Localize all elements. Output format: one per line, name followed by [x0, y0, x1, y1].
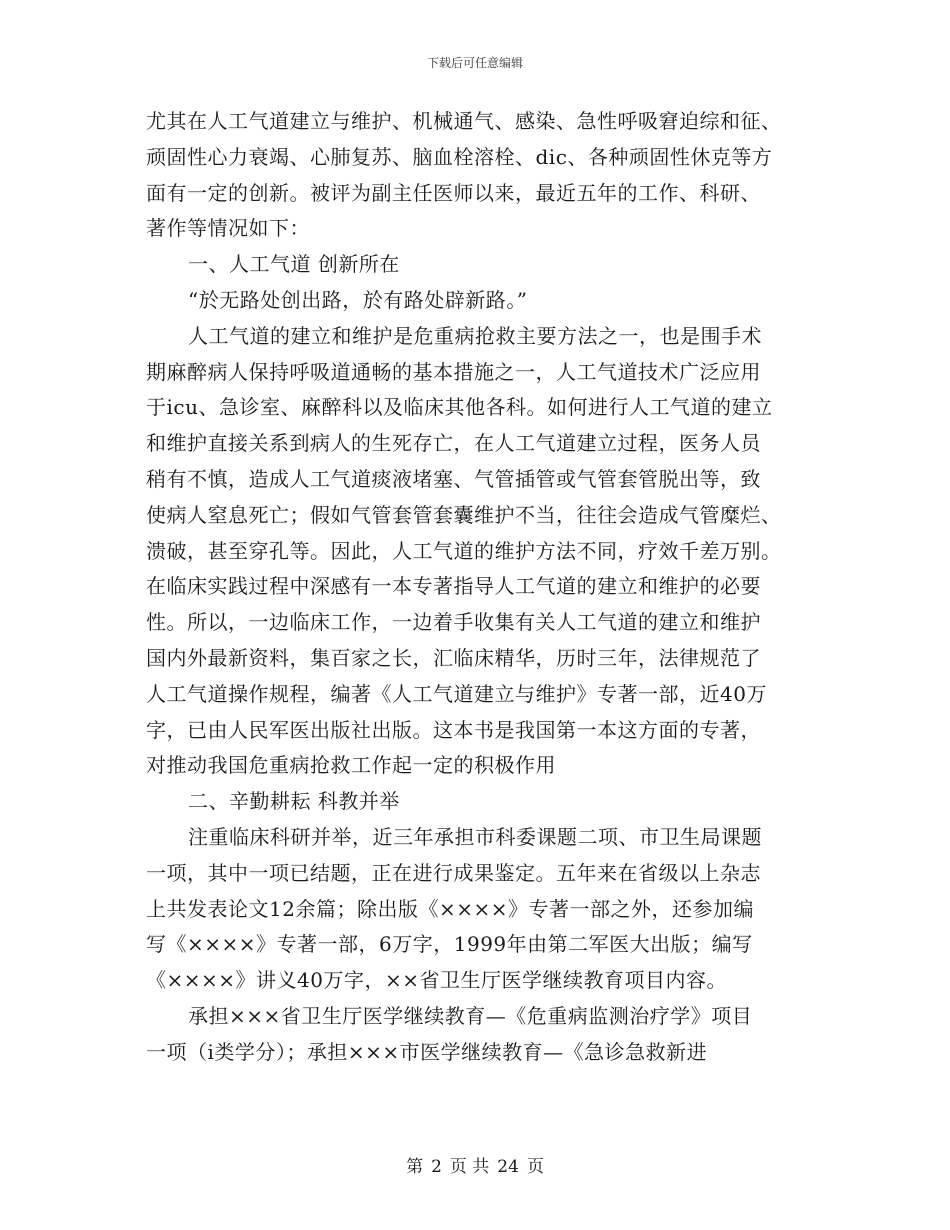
- body-line: 稍有不慎，造成人工气道痰液堵塞、气管插管或气管套管脱出等，致: [146, 466, 761, 491]
- page-number-suffix: 页: [526, 1157, 544, 1177]
- body-line: 尤其在人工气道建立与维护、机械通气、感染、急性呼吸窘迫综和征、: [146, 109, 782, 133]
- body-line: 写《××××》专著一部，6万字，1999年由第二军医大出版；编写: [146, 932, 753, 957]
- body-line: 对推动我国危重病抢救工作起一定的积极作用: [146, 753, 556, 778]
- page-number-total: 24: [497, 1157, 519, 1177]
- document-body: [146, 104, 814, 1071]
- body-line: 上共发表论文12余篇；除出版《××××》专著一部之外，还参加编: [146, 896, 754, 921]
- body-line: 一项（ⅰ类学分）；承担×××市医学继续教育—《急诊急救新进: [146, 1039, 708, 1064]
- body-line: 面有一定的创新。被评为副主任医师以来，最近五年的工作、科研、: [146, 180, 761, 205]
- body-line: 《××××》讲义40万字，××省卫生厅医学继续教育项目内容。: [146, 968, 727, 993]
- body-line: 著作等情况如下：: [146, 216, 310, 241]
- page-number-prefix: 第: [406, 1157, 424, 1177]
- section-heading: 一、人工气道 创新所在: [188, 252, 400, 277]
- body-line: 注重临床科研并举，近三年承担市科委课题二项、市卫生局课题: [188, 824, 762, 849]
- page-header-note: 下载后可任意编辑: [426, 56, 523, 70]
- body-line: 一项，其中一项已结题，正在进行成果鉴定。五年来在省级以上杂志: [146, 860, 761, 885]
- page-number-middle: 页 共: [449, 1157, 490, 1177]
- body-line: 承担×××省卫生厅医学继续教育—《危重病监测治疗学》项目: [188, 1003, 753, 1028]
- body-line: 于icu、急诊室、麻醉科以及临床其他各科。如何进行人工气道的建立: [146, 395, 773, 420]
- body-line: 使病人窒息死亡；假如气管套管套囊维护不当，往往会造成气管糜烂、: [146, 502, 782, 527]
- body-line: 顽固性心力衰竭、心肺复苏、脑血栓溶栓、dic、各种顽固性休克等方: [146, 144, 773, 169]
- page-number: [0, 1152, 950, 1177]
- body-line: 人工气道操作规程，编著《人工气道建立与维护》专著一部，近40万: [146, 681, 767, 706]
- body-line: 和维护直接关系到病人的生死存亡，在人工气道建立过程，医务人员: [146, 431, 761, 456]
- body-line: 性。所以，一边临床工作，一边着手收集有关人工气道的建立和维护: [146, 610, 761, 635]
- body-line: 字，已由人民军医出版社出版。这本书是我国第一本这方面的专著，: [146, 717, 761, 742]
- quote-line: “於无路处创出路，於有路处辟新路。”: [188, 287, 528, 312]
- body-line: 在临床实践过程中深感有一本专著指导人工气道的建立和维护的必要: [146, 574, 761, 599]
- section-heading: 二、辛勤耕耘 科教并举: [188, 789, 400, 814]
- body-line: 期麻醉病人保持呼吸道通畅的基本措施之一，人工气道技术广泛应用: [146, 359, 761, 384]
- body-line: 人工气道的建立和维护是危重病抢救主要方法之一，也是围手术: [188, 323, 762, 348]
- body-line: 溃破，甚至穿孔等。因此，人工气道的维护方法不同，疗效千差万别。: [146, 538, 782, 563]
- page-number-current: 2: [431, 1157, 442, 1177]
- body-line: 国内外最新资料，集百家之长，汇临床精华，历时三年，法律规范了: [146, 645, 761, 670]
